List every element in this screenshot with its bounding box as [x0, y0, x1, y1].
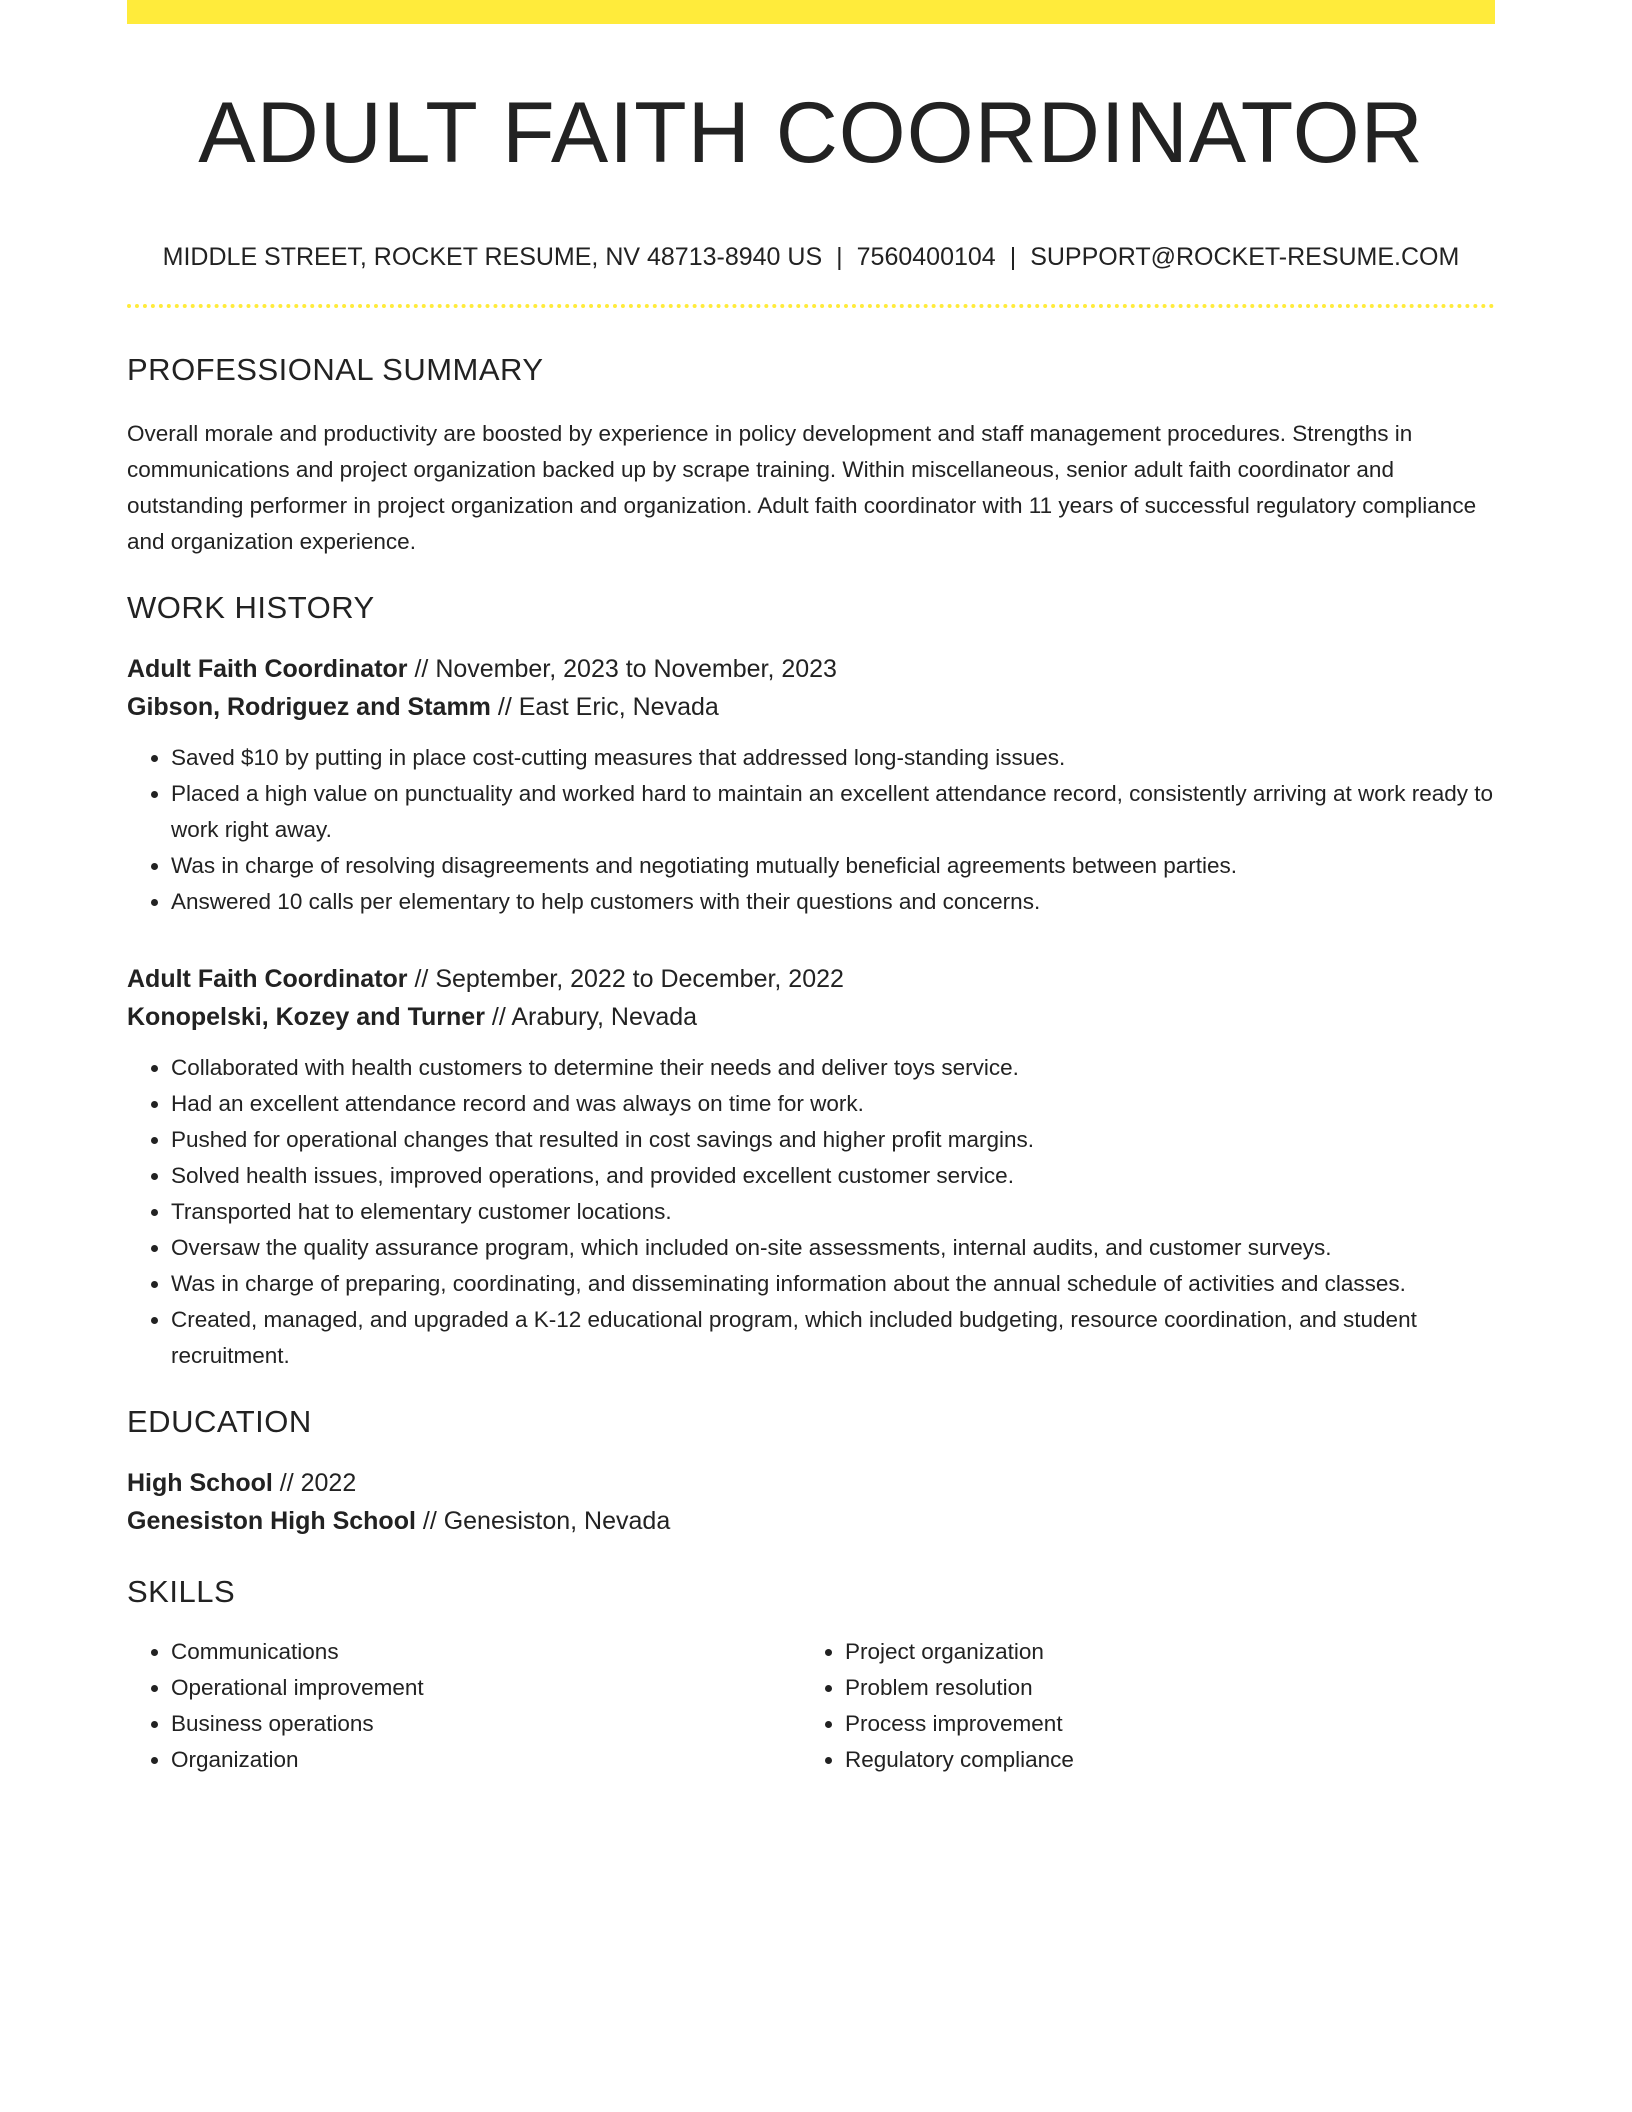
job-bullet: • Solved health issues, improved operations, and provided excellent customer service. [171, 1158, 1495, 1194]
skill-item: • Communications [171, 1634, 801, 1670]
skill-item: • Regulatory compliance [845, 1742, 1475, 1778]
contact-separator: | [836, 242, 843, 271]
job-company-line [127, 998, 1495, 1036]
skill-item: • Process improvement [845, 1706, 1475, 1742]
education-degree: High School [127, 1468, 273, 1497]
education-school: Genesiston High School [127, 1506, 416, 1535]
job-bullet: • Transported hat to elementary customer locations. [171, 1194, 1495, 1230]
summary-heading: PROFESSIONAL SUMMARY [127, 351, 544, 387]
job-role-line [127, 960, 1495, 998]
contact-email: SUPPORT@ROCKET-RESUME.COM [1030, 242, 1460, 271]
education-year: // 2022 [272, 1468, 357, 1497]
job-role: Adult Faith Coordinator [127, 964, 408, 993]
skills-grid [127, 1634, 1495, 1778]
skill-item: • Organization [171, 1742, 801, 1778]
job-role: Adult Faith Coordinator [127, 654, 408, 683]
job-dates: // September, 2022 to December, 2022 [407, 964, 844, 993]
job-bullet: • Created, managed, and upgraded a K-12 educational program, which included budgeting, resource coordination, and student recruitment. [171, 1302, 1495, 1374]
top-accent-bar [127, 0, 1495, 24]
candidate-title: ADULT FAITH COORDINATOR [198, 85, 1424, 181]
job-role-line [127, 650, 1495, 688]
skill-item: • Project organization [845, 1634, 1475, 1670]
job-entry [127, 650, 1495, 920]
job-bullet: • Oversaw the quality assurance program, which included on-site assessments, internal audits, and customer surveys. [171, 1230, 1495, 1266]
education-degree-line [127, 1464, 1495, 1502]
skills-column-right [801, 1634, 1475, 1778]
job-bullet: • Had an excellent attendance record and was always on time for work. [171, 1086, 1495, 1122]
job-bullet: • Was in charge of resolving disagreements and negotiating mutually beneficial agreements between parties. [171, 848, 1495, 884]
skills-heading: SKILLS [127, 1573, 236, 1609]
summary-text: Overall morale and productivity are boosted by experience in policy development and staff management procedures. Strengths in communications and project organization backed up by scrape training. Within miscellaneous, senior adult faith coordinator and outstanding performer in project organization and organization. Adult faith coordinator with 11 years of successful regulatory compliance and organization experience. [127, 420, 1477, 554]
skills-column-left [127, 1634, 801, 1778]
skill-item: • Problem resolution [845, 1670, 1475, 1706]
contact-separator: | [1009, 242, 1017, 271]
job-bullet: • Collaborated with health customers to determine their needs and deliver toys service. [171, 1050, 1495, 1086]
contact-phone: 7560400104 [856, 242, 996, 271]
contact-line [127, 243, 1495, 272]
job-bullets [127, 1050, 1495, 1374]
skill-item: • Business operations [171, 1706, 801, 1742]
skill-item: • Operational improvement [171, 1670, 801, 1706]
job-bullet: • Saved $10 by putting in place cost-cutting measures that addressed long-standing issues. [171, 740, 1495, 776]
job-entry [127, 960, 1495, 1374]
job-bullets [127, 740, 1495, 920]
work-history-heading: WORK HISTORY [127, 589, 375, 625]
job-bullet: • Was in charge of preparing, coordinating, and disseminating information about the annual schedule of activities and classes. [171, 1266, 1495, 1302]
education-location: // Genesiston, Nevada [415, 1506, 671, 1535]
job-company: Konopelski, Kozey and Turner [127, 1002, 485, 1031]
resume-page [127, 0, 1495, 1778]
contact-address: MIDDLE STREET, ROCKET RESUME, NV 48713-8940 US [162, 242, 823, 271]
job-bullet: • Placed a high value on punctuality and worked hard to maintain an excellent attendance record, consistently arriving at work ready to work right away. [171, 776, 1495, 848]
job-company-line [127, 688, 1495, 726]
job-location: // East Eric, Nevada [490, 692, 719, 721]
job-bullet: • Answered 10 calls per elementary to help customers with their questions and concerns. [171, 884, 1495, 920]
job-company: Gibson, Rodriguez and Stamm [127, 692, 491, 721]
job-dates: // November, 2023 to November, 2023 [407, 654, 837, 683]
job-bullet: • Pushed for operational changes that resulted in cost savings and higher profit margins. [171, 1122, 1495, 1158]
education-heading: EDUCATION [127, 1403, 312, 1439]
job-location: // Arabury, Nevada [484, 1002, 698, 1031]
education-school-line [127, 1502, 1495, 1540]
dotted-divider [127, 304, 1495, 308]
